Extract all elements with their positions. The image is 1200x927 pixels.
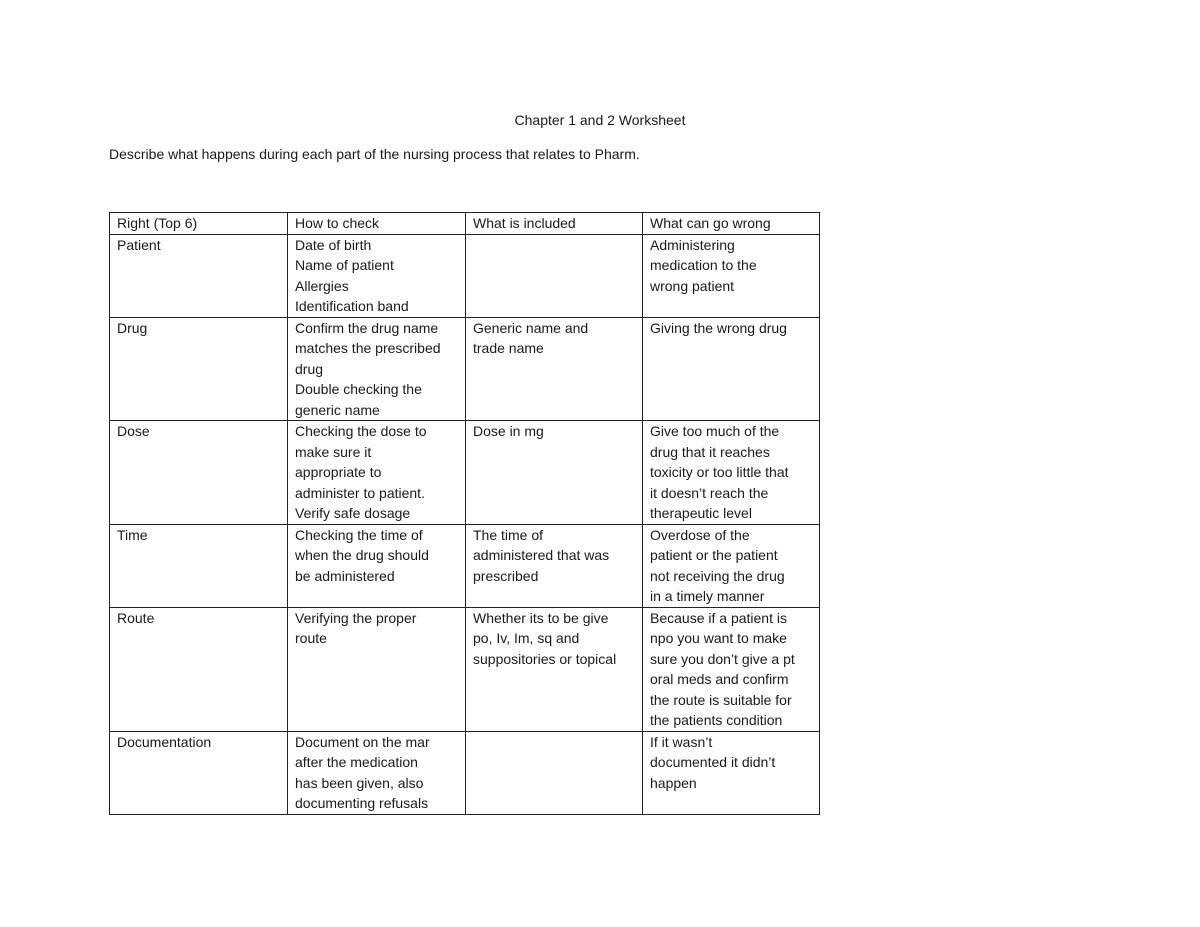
header-cell-included: What is included	[466, 213, 643, 235]
cell-line: Verify safe dosage	[295, 505, 411, 521]
cell-line: Whether its to be give	[473, 609, 609, 626]
cell-line: Checking the time of	[295, 526, 423, 543]
header-row	[110, 213, 820, 235]
cell-line: Because if a patient is	[650, 609, 787, 626]
cell-line: documented it didn’t	[650, 754, 776, 770]
cell-right: Route	[110, 607, 288, 731]
cell-line: suppositories or topical	[473, 650, 617, 667]
cell-what-is-included	[466, 234, 643, 317]
cell-line: patient or the patient	[650, 547, 778, 563]
cell-what-is-included	[466, 607, 643, 731]
cell-right: Drug	[110, 317, 288, 421]
cell-line: Date of birth	[295, 236, 372, 253]
cell-line: po, Iv, Im, sq and	[473, 630, 580, 646]
cell-line: it doesn’t reach the	[650, 484, 769, 501]
cell-what-is-included	[466, 421, 643, 525]
cell-line: has been given, also	[295, 774, 424, 791]
document-title	[0, 110, 1200, 130]
cell-line: Document on the mar	[295, 733, 430, 750]
cell-line: documenting refusals	[295, 795, 429, 811]
cell-line: Dose in mg	[473, 423, 544, 439]
cell-what-can-go-wrong	[643, 731, 820, 814]
cell-line: Allergies	[295, 277, 349, 294]
cell-line: be administered	[295, 567, 395, 584]
cell-line: generic name	[295, 401, 380, 418]
cell-line: appropriate to	[295, 464, 382, 480]
cell-line: medication to the	[650, 257, 757, 273]
cell-what-can-go-wrong	[643, 607, 820, 731]
cell-line: in a timely manner	[650, 588, 765, 604]
table-body	[110, 213, 820, 815]
title-text: Chapter 1 and 2 Worksheet	[514, 112, 686, 128]
cell-how-to-check	[288, 317, 466, 421]
cell-line: Checking the dose to	[295, 423, 427, 439]
cell-line: npo you want to make	[650, 630, 787, 646]
cell-what-is-included	[466, 731, 643, 814]
cell-line: matches the prescribed	[295, 340, 441, 356]
cell-line: wrong patient	[650, 277, 735, 294]
cell-what-can-go-wrong	[643, 317, 820, 421]
cell-line: Give too much of the	[650, 423, 780, 439]
cell-right: Documentation	[110, 731, 288, 814]
cell-how-to-check	[288, 607, 466, 731]
cell-what-can-go-wrong	[643, 524, 820, 607]
cell-line: toxicity or too little that	[650, 464, 789, 480]
table-row	[110, 317, 820, 421]
cell-right: Time	[110, 524, 288, 607]
cell-what-can-go-wrong	[643, 421, 820, 525]
header-cell-right: Right (Top 6)	[110, 213, 288, 235]
cell-line: Administering	[650, 236, 735, 253]
cell-line: administered that was	[473, 547, 610, 563]
cell-line: prescribed	[473, 567, 539, 584]
header-cell-wrong: What can go wrong	[643, 213, 820, 235]
cell-line: If it wasn’t	[650, 733, 713, 750]
cell-line: Giving the wrong drug	[650, 319, 787, 336]
cell-line: drug	[295, 360, 324, 377]
rights-table	[109, 212, 820, 815]
cell-line: the route is suitable for	[650, 691, 792, 708]
cell-how-to-check	[288, 524, 466, 607]
cell-how-to-check	[288, 234, 466, 317]
cell-what-is-included	[466, 317, 643, 421]
cell-line: not receiving the drug	[650, 567, 785, 584]
cell-line: sure you don’t give a pt	[650, 650, 795, 667]
cell-line: drug that it reaches	[650, 443, 770, 460]
cell-line: therapeutic level	[650, 505, 752, 521]
cell-what-can-go-wrong	[643, 234, 820, 317]
cell-line: when the drug should	[295, 547, 429, 563]
cell-line: Overdose of the	[650, 526, 750, 543]
cell-right: Dose	[110, 421, 288, 525]
table-row	[110, 421, 820, 525]
cell-line: Confirm the drug name	[295, 319, 439, 336]
cell-line: happen	[650, 774, 697, 791]
cell-line: the patients condition	[650, 712, 783, 728]
cell-line: Name of patient	[295, 257, 394, 273]
table-row	[110, 234, 820, 317]
table-row	[110, 524, 820, 607]
cell-line: make sure it	[295, 443, 372, 460]
instructions-text: Describe what happens during each part of the nursing process that relates to Pharm.	[109, 146, 640, 162]
cell-line: Double checking the	[295, 381, 422, 397]
cell-line: Identification band	[295, 298, 409, 314]
cell-line: after the medication	[295, 754, 418, 770]
cell-what-is-included	[466, 524, 643, 607]
cell-line: administer to patient.	[295, 484, 425, 501]
cell-line: The time of	[473, 526, 544, 543]
cell-line: oral meds and confirm	[650, 671, 789, 687]
header-cell-how: How to check	[288, 213, 466, 235]
cell-line: Generic name and	[473, 319, 589, 336]
table-row	[110, 607, 820, 731]
cell-line: route	[295, 630, 327, 646]
cell-line: trade name	[473, 340, 544, 356]
cell-right: Patient	[110, 234, 288, 317]
table-row	[110, 731, 820, 814]
cell-how-to-check	[288, 421, 466, 525]
cell-line: Verifying the proper	[295, 609, 417, 626]
cell-how-to-check	[288, 731, 466, 814]
